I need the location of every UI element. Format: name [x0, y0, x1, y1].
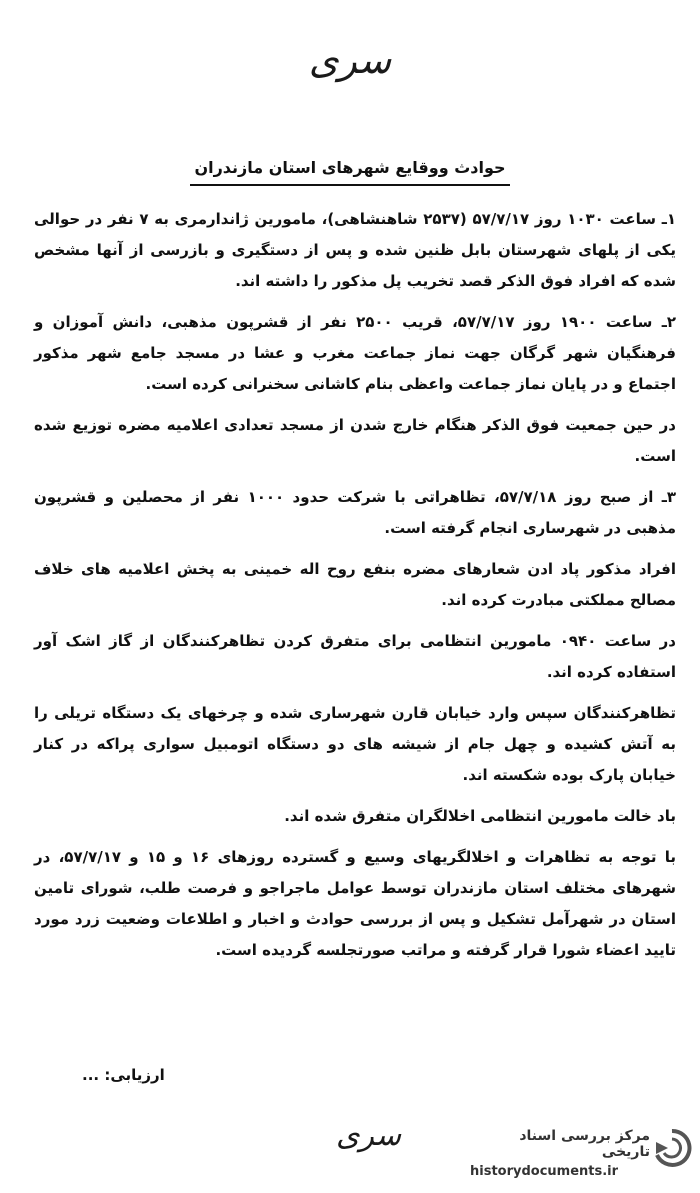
- archive-logo-icon: [652, 1128, 692, 1168]
- watermark: [470, 1128, 650, 1179]
- watermark-name: مرکز بررسی اسناد تاریخی: [519, 1128, 650, 1160]
- watermark-url: historydocuments.ir: [470, 1164, 619, 1179]
- classification-stamp: سری: [308, 38, 392, 82]
- paragraph-5: افراد مذکور پاد ادن شعارهای مضره بنفع روح اله خمینی به پخش اعلامیه های خلاف مصالح مملکتی مبادرت کرده اند.: [34, 560, 676, 609]
- footer-classification-stamp: سری: [336, 1118, 402, 1153]
- title-wrap: [0, 158, 700, 186]
- paragraph-8: باد خالت مامورین انتظامی اخلالگران متفرق شده اند.: [284, 807, 676, 825]
- paragraph-7: تظاهرکنندگان سپس وارد خیابان قارن شهرساری شده و چرخهای یک دستگاه تریلی را به آتش کشیده و چهل جام از شیشه های دو دستگاه اتومبیل سواری پراکه در کنار خیابان پارک بوده شکسته اند.: [34, 704, 676, 784]
- paragraph-1: ۱ـ ساعت ۱۰۳۰ روز ۵۷/۷/۱۷ (۲۵۳۷ شاهنشاهی)، مامورین ژاندارمری به ۷ نفر در حوالی یکی از پلهای شهرستان بابل ظنین شده و پس از دستگیری و بازرسی از آنها مشخص شده که افراد فوق الذکر قصد تخریب پل مذکور را داشته اند.: [34, 210, 676, 290]
- paragraph-3: در حین جمعیت فوق الذکر هنگام خارج شدن از مسجد تعدادی اعلامیه مضره توزیع شده است.: [34, 416, 676, 465]
- evaluation-line: ارزیابی: ...: [82, 1066, 165, 1084]
- document-body: [34, 204, 676, 976]
- paragraph-4: ۳ـ از صبح روز ۵۷/۷/۱۸، تظاهراتی با شرکت حدود ۱۰۰۰ نفر از محصلین و قشرپون مذهبی در شهرساری انجام گرفته است.: [34, 488, 676, 537]
- paragraph-9: با توجه به تظاهرات و اخلالگریهای وسیع و گسترده روزهای ۱۶ و ۱۵ و ۵۷/۷/۱۷، در شهرهای مختلف استان مازندران توسط عوامل ماجراجو و فرصت طلب، شورای تامین استان در شهرآمل تشکیل و پس از بررسی حوادث و اخبار و اطلاعات وضعیت زرد مورد تایید اعضاء شورا قرار گرفته و مراتب صورتجلسه گردیده است.: [34, 848, 676, 959]
- document-title: حوادث ووقایع شهرهای استان مازندران: [190, 158, 509, 186]
- paragraph-6: در ساعت ۰۹۴۰ مامورین انتظامی برای متفرق کردن تظاهرکنندگان از گاز اشک آور استفاده کرده اند.: [34, 632, 676, 681]
- paragraph-2: ۲ـ ساعت ۱۹۰۰ روز ۵۷/۷/۱۷، قریب ۲۵۰۰ نفر از قشرپون مذهبی، دانش آموزان و فرهنگیان شهر گرگان جهت نماز جماعت مغرب و عشا در مسجد جامع شهر مذکور اجتماع و در پایان نماز جماعت واعظی بنام کاشانی سخنرانی کرده است.: [34, 313, 676, 393]
